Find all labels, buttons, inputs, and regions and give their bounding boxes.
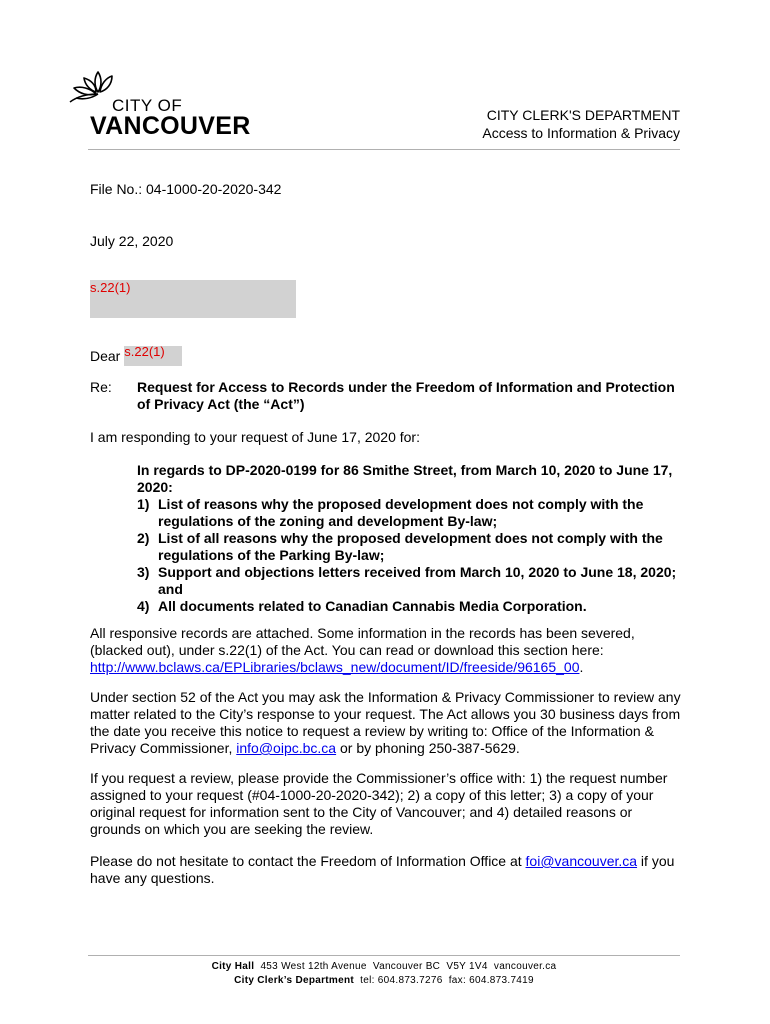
intro-text: I am responding to your request of June 17, 2020 for: [90,429,420,445]
request-line-1: In regards to DP-2020-0199 for 86 Smithe Street, from March 10, 2020 to June 17, [137,462,673,478]
department-header [482,106,680,142]
paragraph-line: grounds on which you are seeking the review. [90,821,374,837]
request-item-text: List of reasons why the proposed development does not comply with the [158,496,644,512]
request-item [137,598,682,615]
footer-contact: tel: 604.873.7276 fax: 604.873.7419 [354,975,534,986]
logo-city-of-text: CITY OF [112,96,183,115]
paragraph-line [90,853,685,870]
header-divider [88,149,680,150]
request-item [137,564,682,598]
paragraph-review-instructions [90,770,685,838]
request-item [137,496,682,530]
request-item-text: Support and objections letters received from March 10, 2020 to June 18, 2020; [158,564,677,580]
footer-line-2 [88,974,680,988]
paragraph-line: the date you receive this notice to request a review by writing to: Office of the Information & [90,723,654,739]
department-subtitle: Access to Information & Privacy [482,125,680,141]
city-logo-flower-icon [68,70,118,116]
text-segment: or by phoning 250-387-5629. [336,740,520,756]
foi-email-link[interactable]: foi@vancouver.ca [525,853,638,869]
footer-line-1 [88,960,680,974]
request-item-number: 4) [137,598,150,614]
logo-vancouver-text: VANCOUVER [90,112,251,140]
address-redaction-label: s.22(1) [90,280,131,295]
request-item-number: 3) [137,564,150,580]
re-label: Re: [90,379,112,395]
request-item-number: 1) [137,496,150,512]
request-item-text: and [158,581,183,597]
paragraph-contact [90,853,685,887]
paragraph-line: Under section 52 of the Act you may ask the Information & Privacy Commissioner to review any [90,689,681,705]
paragraph-line [90,740,685,757]
paragraph-line: have any questions. [90,870,215,886]
paragraph-line: (blacked out), under s.22(1) of the Act. You can read or download this section here: [90,642,604,658]
period: . [579,659,584,675]
salutation-text: Dear [90,348,121,364]
text-segment: if you [637,853,675,869]
footer [88,960,680,988]
request-item-text: regulations of the Parking By-law; [158,547,385,563]
paragraph-records-attached [90,625,685,676]
footer-city-hall: City Hall [211,961,255,972]
bclaws-link[interactable]: http://www.bclaws.ca/EPLibraries/bclaws_new/document/ID/freeside/96165_00 [90,659,580,675]
request-item [137,530,682,564]
paragraph-line: If you request a review, please provide the Commissioner’s office with: 1) the request number [90,770,668,786]
request-item-text: List of all reasons why the proposed development does not comply with the [158,530,663,546]
request-block [137,462,682,615]
salutation [90,346,182,366]
re-subject-line-1: Request for Access to Records under the Freedom of Information and Protection [137,379,675,395]
request-item-text: All documents related to Canadian Cannabis Media Corporation. [158,598,587,614]
paragraph-line [90,659,685,676]
request-line-2: 2020: [137,479,173,495]
footer-address: 453 West 12th Avenue Vancouver BC V5Y 1V4 vancouver.ca [254,961,557,972]
paragraph-review-rights [90,689,685,757]
file-number: File No.: 04-1000-20-2020-342 [90,181,282,197]
department-name: CITY CLERK'S DEPARTMENT [486,107,680,123]
address-redaction-box [90,280,296,318]
paragraph-line: matter related to the City’s response to your request. The Act allows you 30 business days from [90,706,681,722]
footer-divider [88,955,680,956]
paragraph-line: assigned to your request (#04-1000-20-2020-342); 2) a copy of this letter; 3) a copy of your [90,787,654,803]
paragraph-line: All responsive records are attached. Some information in the records has been severed, [90,625,635,641]
request-item-number: 2) [137,530,150,546]
text-segment: Privacy Commissioner, [90,740,237,756]
letter-date: July 22, 2020 [90,233,174,249]
salutation-redaction-label: s.22(1) [124,344,165,359]
request-item-text: regulations of the zoning and development By-law; [158,513,498,529]
text-segment: Please do not hesitate to contact the Freedom of Information Office at [90,853,526,869]
re-subject [137,379,682,413]
oipc-email-link[interactable]: info@oipc.bc.ca [236,740,337,756]
footer-department: City Clerk’s Department [234,975,355,986]
salutation-redaction-box [124,346,182,366]
paragraph-line: original request for information sent to the City of Vancouver; and 4) detailed reasons or [90,804,633,820]
re-subject-line-2: of Privacy Act (the “Act”) [137,396,305,412]
